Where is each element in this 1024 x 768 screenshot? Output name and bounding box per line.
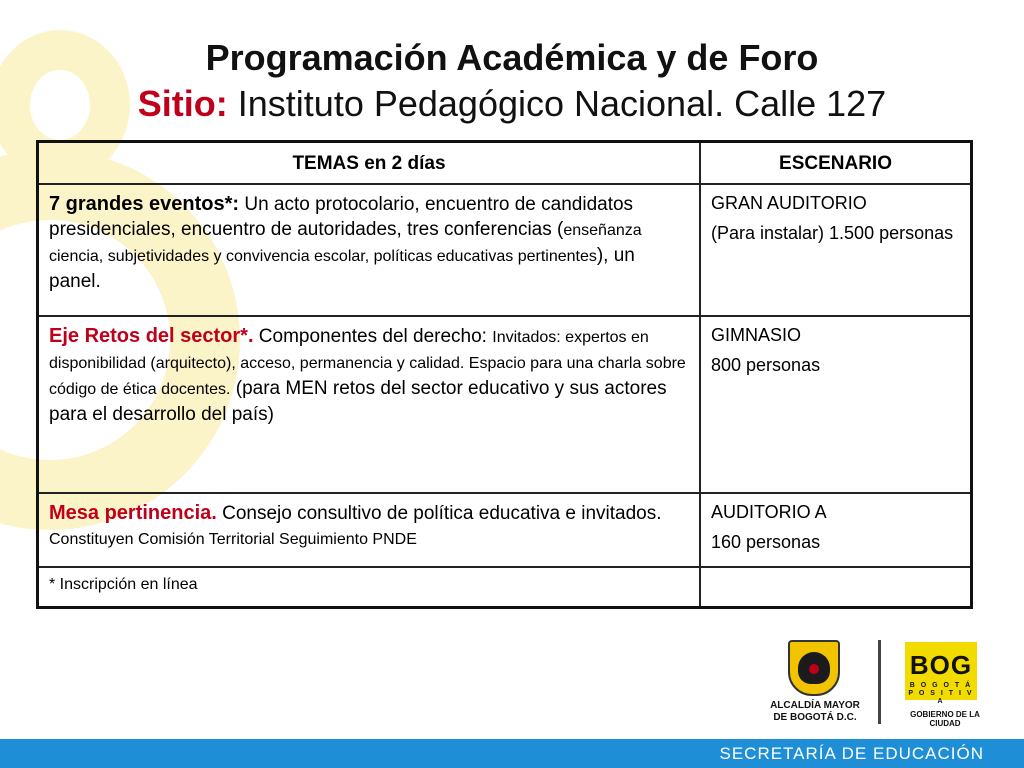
topic-text: Consejo consultivo de política educativa e invitados.: [216, 503, 662, 524]
venue-cell: [700, 493, 972, 567]
topic-detail: enseñanza ciencia, subjetividades y convivencia escolar, políticas educativas pertinentes: [49, 222, 642, 265]
topic-text: Un acto protocolario, encuentro de candidatos presidenciales, encuentro de autoridades, tres conferencias (: [49, 194, 634, 240]
venue-name: GRAN AUDITORIO: [711, 193, 867, 213]
table-footnote-row: [38, 567, 972, 608]
venue-capacity: 160 personas: [711, 532, 821, 552]
page-subtitle: [0, 82, 1024, 126]
footer-bar: [0, 739, 1024, 768]
venue-capacity: 800 personas: [711, 355, 821, 375]
topic-cell: [38, 493, 701, 567]
alcaldia-line1: ALCALDÍA MAYOR: [770, 700, 860, 711]
topic-text-end: (para MEN retos del sector educativo y sus actores para el desarrollo del país): [49, 378, 667, 425]
table-row: [38, 316, 972, 493]
coat-of-arms-icon: [788, 640, 840, 696]
topic-cell: [38, 184, 701, 316]
table-row: [38, 184, 972, 316]
topic-heading: Eje Retos del sector*.: [49, 325, 254, 347]
bog-government-text: GOBIERNO DE LA CIUDAD: [910, 710, 980, 728]
venue-cell: [700, 184, 972, 316]
bog-sub1: B O G O T Á: [909, 682, 973, 689]
footer-text: SECRETARÍA DE EDUCACIÓN: [719, 744, 984, 763]
site-value: Instituto Pedagógico Nacional. Calle 127: [227, 83, 887, 124]
venue-capacity: (Para instalar) 1.500 personas: [711, 223, 954, 243]
topic-detail: Invitados: expertos en disponibilidad (arquitecto), acceso, permanencia y calidad. Espacio para una charla sobre código de ética docentes.: [49, 329, 686, 398]
table-row: [38, 493, 972, 567]
topic-cell: [38, 316, 701, 493]
program-table: [36, 140, 973, 609]
empty-venue-cell: [700, 567, 972, 608]
footnote-cell: * Inscripción en línea: [38, 567, 701, 608]
topic-detail: Constituyen Comisión Territorial Seguimiento PNDE: [49, 531, 417, 548]
alcaldia-text: [760, 700, 870, 724]
topic-text: Componentes del derecho:: [253, 326, 493, 347]
alcaldia-line2: DE BOGOTÁ D.C.: [773, 712, 857, 723]
alcaldia-logo: [760, 640, 870, 724]
bog-subtitle: [905, 682, 977, 706]
bog-letters: BOG: [909, 650, 973, 680]
topic-heading: Mesa pertinencia.: [49, 502, 217, 524]
venue-name: GIMNASIO: [711, 325, 802, 345]
page-title: Programación Académica y de Foro: [205, 37, 819, 78]
topic-text-end: ), un panel.: [49, 245, 635, 292]
bogota-positiva-logo: [900, 640, 990, 728]
venue-cell: [700, 316, 972, 493]
logo-divider: [878, 640, 881, 724]
bog-badge: [905, 642, 977, 705]
table-header-row: [38, 142, 972, 185]
bog-sub2: P O S I T I V A: [908, 690, 974, 705]
topic-heading: 7 grandes eventos*:: [49, 193, 240, 215]
site-label: Sitio:: [137, 83, 228, 124]
header-topics: TEMAS en 2 días: [38, 142, 701, 185]
venue-name: AUDITORIO A: [711, 502, 827, 522]
header-venue: ESCENARIO: [700, 142, 972, 185]
